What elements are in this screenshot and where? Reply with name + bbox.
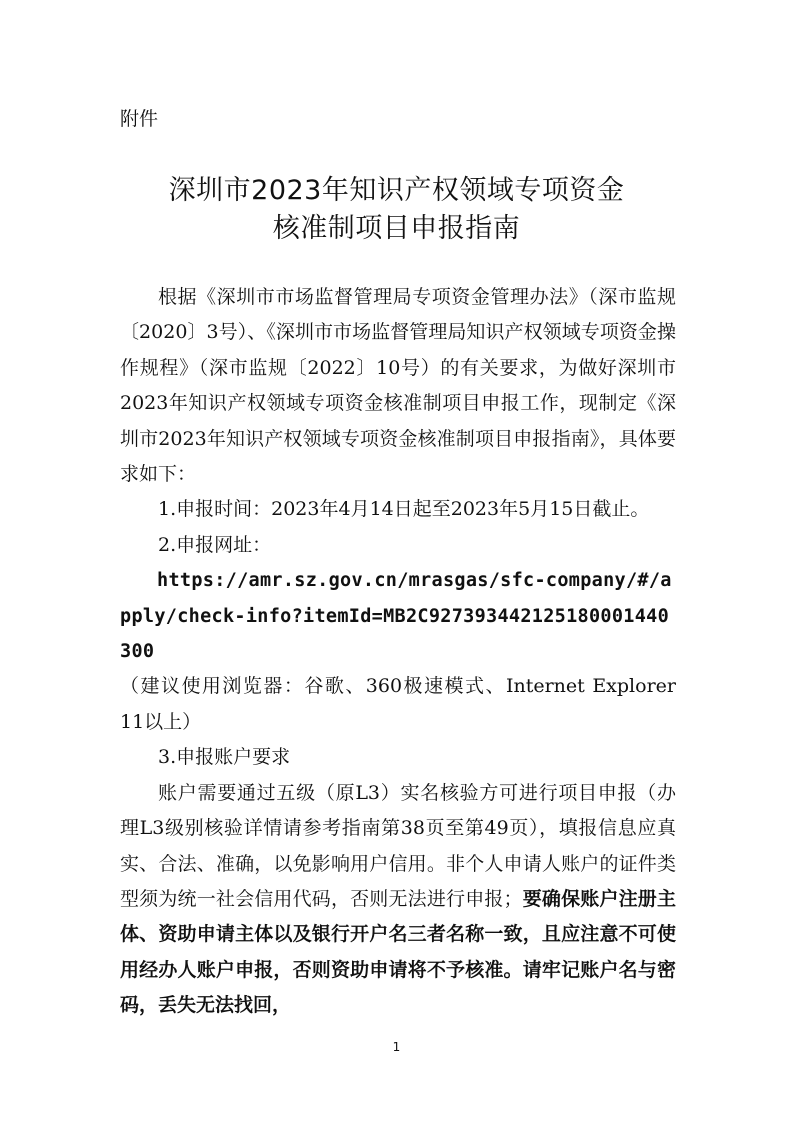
account-requirements-text: 账户需要通过五级（原L3）实名核验方可进行项目申报（办理L3级别核验详情请参考指南第38页至第49页），填报信息应真实、合法、准确，以免影响用户信用。非个人申请人账户的证件类型须为统一社会信用代码，否则无法进行申报； — [120, 781, 676, 910]
item-application-time: 1.申报时间：2023年4月14日起至2023年5月15日截止。 — [158, 498, 650, 521]
attachment-label: 附件 — [120, 108, 159, 130]
document-title-line-2: 核准制项目申报指南 — [272, 213, 521, 244]
item-account-requirements-label: 3.申报账户要求 — [158, 746, 291, 769]
document-body — [120, 280, 676, 1024]
application-url-link[interactable]: https://amr.sz.gov.cn/mrasgas/sfc-company/#/apply/check-info?itemId=MB2C927393442125180001440300 — [120, 570, 672, 663]
item-application-url-label: 2.申报网址： — [158, 533, 272, 556]
account-requirements-bold-text: 要确保账户注册主体、资助申请主体以及银行开户名三者名称一致，且应注意不可使用经办人账户申报，否则资助申请将不予核准。请牢记账户名与密码，丢失无法找回， — [120, 887, 676, 1017]
document-title-line-1: 深圳市2023年知识产权领域专项资金 — [168, 175, 625, 206]
account-requirements-paragraph — [120, 776, 676, 1024]
browser-note: （建议使用浏览器：谷歌、360极速模式、Internet Explorer 11以上） — [120, 675, 676, 733]
page-number: 1 — [392, 1040, 401, 1054]
intro-paragraph: 根据《深圳市市场监督管理局专项资金管理办法》（深市监规〔2020〕3号）、《深圳市市场监督管理局知识产权领域专项资金操作规程》（深市监规〔2022〕10号）的有关要求，为做好深圳市2023年知识产权领域专项资金核准制项目申报工作，现制定《深圳市2023年知识产权领域专项资金核准制项目申报指南》，具体要求如下： — [120, 286, 676, 486]
